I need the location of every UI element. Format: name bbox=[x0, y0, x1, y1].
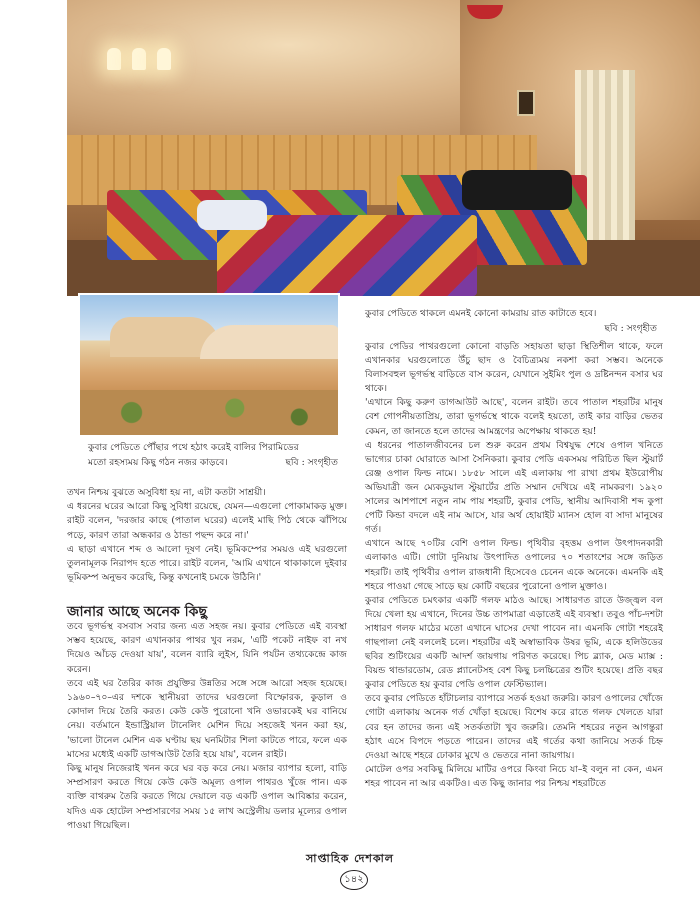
left-column-top bbox=[67, 486, 347, 585]
caption-credit: ছবি : সংগৃহীত bbox=[285, 457, 338, 468]
main-photo-caption bbox=[365, 306, 685, 336]
right-column bbox=[365, 340, 663, 791]
paragraph: কুবার পেডির পাথরগুলো কোনো বাড়তি সহায়তা ছাড়া স্থিতিশীল থাকে, ফলে এখানকার ঘরগুলোতে উঁচু ছাদ ও বৈচিত্র্যময় নকশা করা সম্ভব। অনেকে বিলাসবহুল ভূগর্ভস্থ বাড়িতে বাস করেন, যেখানে সুইমিং পুল ও দ্রষ্টিনন্দন বসার ঘর থাকে। bbox=[365, 341, 663, 395]
paragraph: মোটেল ওপর সবকিছু মিলিয়ে মাটির ওপরে কিংবা নিচে যা–ই বলুন না কেন, এমন শহর পাবেন না আর একটিও। এত কিছু জানার পর নিশ্চয় শহরটিতে bbox=[365, 763, 663, 789]
photo-lamp bbox=[132, 48, 146, 70]
paragraph: এখানে আছে ৭০টির বেশি ওপাল ফিল্ড। পৃথিবীর বৃহত্তম ওপাল উৎপাদনকারী এলাকাও এটি। গোটা দুনিয়ায় উৎপাদিত ওপালের ৭০ শতাংশের সঙ্গে জড়িত শহরটি। তাই পৃথিবীর ওপাল রাজধানী হিসেবেও চেনেন একে অনেকে। এমনকি এই শহরে পাওয়া গেছে সাড়ে ছয় কোটি বছরের পুরোনো ওপাল মুক্তাও। bbox=[365, 538, 663, 592]
paragraph: তখন নিশ্চয় বুঝতে অসুবিধা হয় না, এটা কতটা সাশ্রয়ী। bbox=[67, 487, 266, 498]
inset-photo-desert-landscape bbox=[78, 293, 340, 437]
paragraph: এ ধরনের পাতালজীবনের চল শুরু করেন প্রথম বিশ্বযুদ্ধ শেষে ওপাল খনিতে ভাগ্যের চাকা ঘোরাতে আসা সৈনিকরা। কুবার পেডি একসময় পরিচিত ছিল স্টুয়ার্ট রেঞ্জ ওপাল ফিল্ড নামে। ১৮৫৮ সালে এই এলাকায় পা রাখা প্রথম ইউরোপীয় অভিযাত্রী জন ম্যেকডুয়াল স্টুয়ার্টের প্রতি সম্মান দেখিয়ে এই নামকরণ। ১৯২০ সালের আশপাশে নতুন নাম পায় শহরটি, কুবার পেডি, স্থানীয় আদিবাসী শব্দ কুপা পেটি কিন্ডা বদলে এই নাম আসে, যার অর্থ হোয়াইট ম্যানস হোল বা সাদা মানুষের গর্ত। bbox=[365, 439, 663, 536]
inset-photo-caption bbox=[88, 440, 338, 470]
caption-credit: ছবি : সংগৃহীত bbox=[604, 323, 657, 334]
photo-travel-bag bbox=[462, 170, 572, 210]
left-column-bottom bbox=[67, 620, 347, 833]
caption-text: কুবার পেডিতে থাকলে এমনই কোনো কামরায় রাত কাটাতে হবে। bbox=[365, 308, 597, 319]
photo-lamp bbox=[107, 48, 121, 70]
paragraph: কুবার পেডিতে চমৎকার একটি গলফ মাঠও আছে। সাধারণত রাতে উজ্জ্বল বল দিয়ে খেলা হয় এখানে, দিনের উচ্চ তাপমাত্রা এড়াতেই এই ব্যবস্থা। তবুও পাঁচ-দশটা সাধারণ গলফ মাঠের মতো এখানে ঘাসের দেখা পাবেন না। এমনকি গোটা শহরেই গাছপালা নেই বললেই চলে। শহরটির এই অস্বাভাবিক উষর ভূমি, একে হলিউডের ছবির শুটিংয়ের একটি আদর্শ জায়গায় পরিণত করেছে। পিচ ব্ল্যাক, মেড ম্যাক্স : বিয়ন্ড থান্ডারডোম, রেড প্ল্যানেটসহ বেশ কিছু চলচ্চিত্রের শুটিং হয়েছে। প্রতি বছর কুবার পেডিতে হয় কুবার পেডি ওপাল ফেস্টিভ্যাল। bbox=[365, 594, 663, 691]
photo-lamp bbox=[157, 48, 171, 70]
paragraph: 'এখানে কিছু করুণ ডাগআউট আছে', বলেন রাইট। তবে পাতাল শহরটির মানুষ বেশ গোপনীয়তাপ্রিয়, তারা ভূগর্ভস্থে থাকে বলেই হয়তো, তাই কার বাড়ির ভেতর কেমন, তা জানতে হলে তাদের আমন্ত্রণের অপেক্ষায় থাকতে হয়! bbox=[365, 397, 663, 437]
caption-text: কুবার পেডিতে পৌঁছার পথে হঠাৎ করেই বালির পিরামিডের bbox=[88, 442, 299, 453]
paragraph: এ ছাড়া এখানে শব্দ ও আলো দূষণ নেই। ভূমিকম্পের সময়ও এই ঘরগুলো তুলনামূলক নিরাপদ হতে পারে। রাইট বলেন, 'আমি এখানে থাকাকালে দুইবার ভূমিকম্প অনুভব করেছি, কিন্তু কখনোই চমকে উঠিনি।' bbox=[67, 543, 347, 584]
photo-picture-frame bbox=[517, 90, 535, 116]
photo-pillow bbox=[197, 200, 267, 230]
paragraph: তবে কুবার পেডিতে হাঁটাচলার ব্যাপারে সতর্ক হওয়া জরুরি। কারণ ওপালের খোঁজে গোটা এলাকায় অনেক গর্ত খোঁড়া হয়েছে। বিশেষ করে রাতে গলফ খেলতে যারা বের হন তাদের জন্য এই সতর্কতাটা খুব জরুরি। তেমনি শহরের নতুন আগন্তুরা হঠাৎ এসে বিপদে পড়তে পারেন। তাদের এই গর্তের কথা জানিয়ে সতর্ক চিহ্ন দেওয়া আছে শহরে ঢোকার মুখে ও ভেতরে নানা জায়গায়। bbox=[365, 693, 663, 761]
main-photo-underground-room bbox=[67, 0, 700, 296]
section-heading: জানার আছে অনেক কিছু bbox=[67, 604, 207, 620]
page-number: ১৪২ bbox=[340, 870, 368, 890]
photo-sand-pyramid bbox=[200, 325, 340, 359]
photo-scrubland bbox=[80, 390, 338, 435]
paragraph: কিছু মানুষ নিজেরাই খনন করে ঘর বড় করে নেয়। মজার ব্যাপার হলো, বাড়ি সম্প্রসারণ করতে গিয়ে কেউ কেউ অমূল্য ওপাল পাথরও খুঁজে পান। এক ব্যক্তি বাথরুম তৈরি করতে গিয়ে দেয়ালে বড় একটি ওপাল আবিষ্কার করেন, যদিও এক হোটেল সম্প্রসারণের সময় ১৫ লাখ অস্ট্রেলীয় ডলার মূল্যের ওপাল পাওয়া গিয়েছিল। bbox=[67, 763, 347, 831]
paragraph: তবে এই ঘর তৈরির কাজ প্রযুক্তির উন্নতির সঙ্গে সঙ্গে আরো সহজ হয়েছে। ১৯৬০–৭০–এর দশকে স্থানীয়রা তাদের ঘরগুলো বিস্ফোরক, কুড়াল ও কোদাল দিয়ে তৈরি করত। কেউ কেউ পুরোনো খনি ওভারকেই ঘর বানিয়ে নেয়। বর্তমানে ইন্ডাস্ট্রিয়াল টানেলিং মেশিন দিয়ে সহজেই খনন করা হয়, 'ভালো টানেল মেশিন এক ঘণ্টায় ছয় ঘনমিটার শিলা কাটতে পারে, ফলে এক মাসের মধ্যেই একটি ডাগআউট তৈরি হয়ে যায়', বলেন রাইট। bbox=[67, 677, 347, 760]
publication-name: সাপ্তাহিক দেশকাল bbox=[306, 852, 394, 865]
paragraph: এ ধরনের ঘরের আরো কিছু সুবিধা রয়েছে, যেমন—এগুলো পোকামাকড় মুক্ত। রাইট বলেন, 'দরজার কাছে (পাতাল ঘরের) এলেই মাছি পিঠ থেকে ঝাঁপিয়ে পড়ে, কারণ তারা অন্ধকার ও ঠান্ডা পছন্দ করে না।' bbox=[67, 501, 347, 541]
caption-text: মতো রহস্যময় কিছু গঠন নজর কাড়বে। bbox=[88, 457, 228, 468]
paragraph: তবে ভূগর্ভস্থ বসবাস সবার জন্য এত সহজ নয়। কুবার পেডিতে এই ব্যবস্থা সম্ভব হয়েছে, কারণ এখানকার পাথর খুব নরম, 'এটি পকেট নাইফ বা নখ দিয়েও আঁচড় দেওয়া যায়', বলেন ব্যারি লুইস, যিনি পর্যটন তথ্যকেন্দ্রে কাজ করেন। bbox=[67, 621, 347, 675]
